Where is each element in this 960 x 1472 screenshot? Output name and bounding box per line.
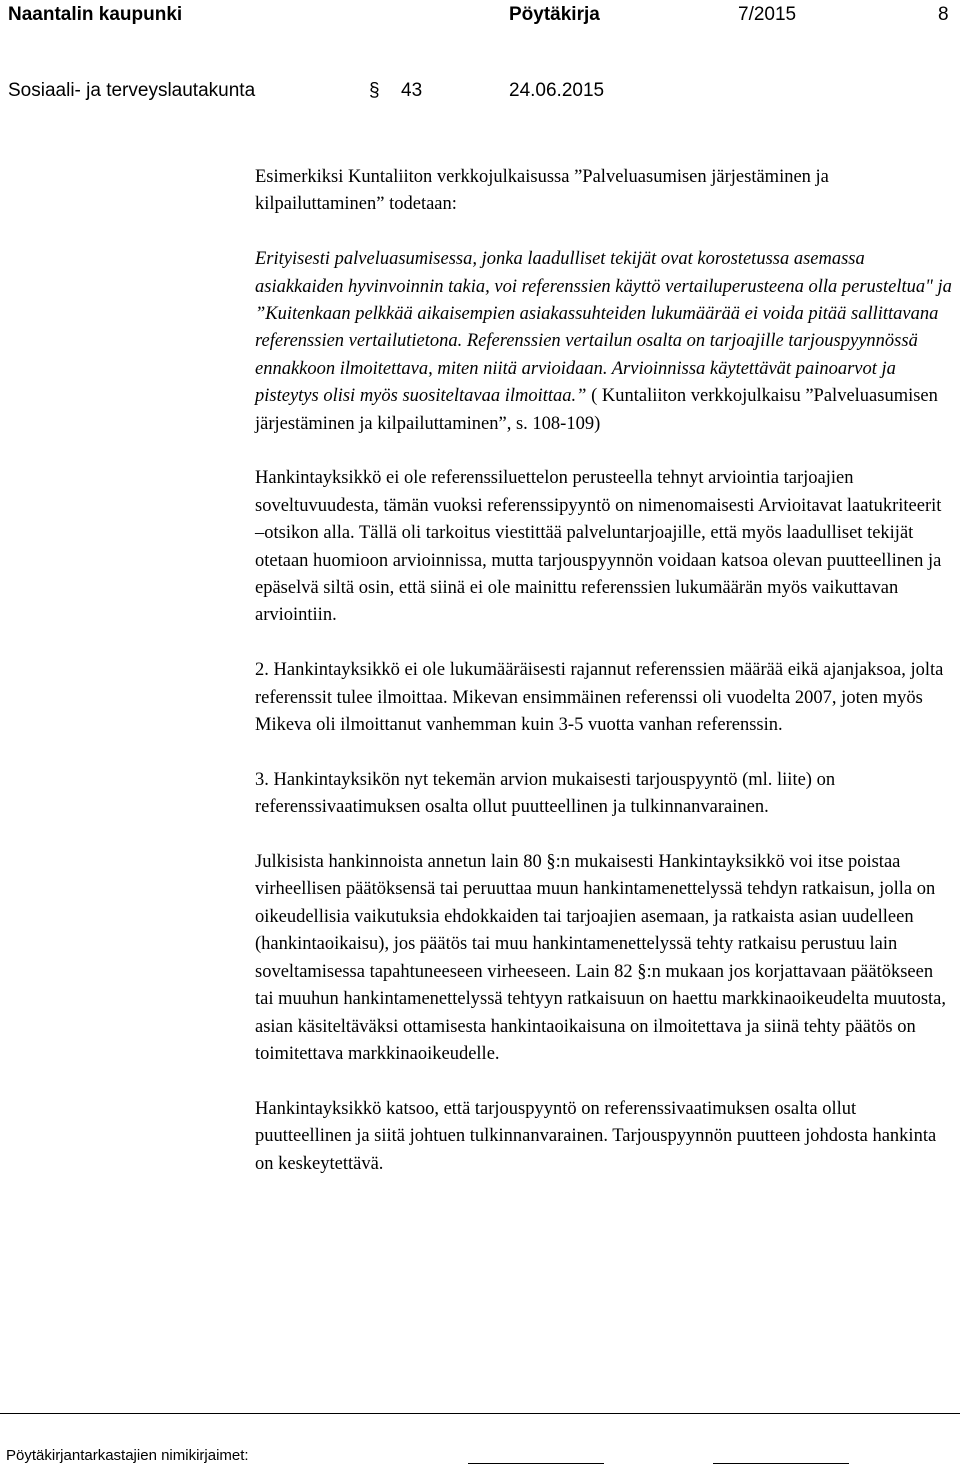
meeting-date: 24.06.2015 xyxy=(509,80,605,101)
footer-signature-label: Pöytäkirjantarkastajien nimikirjaimet: xyxy=(6,1447,249,1464)
paragraph-quote xyxy=(255,246,955,438)
signature-line-2 xyxy=(713,1463,849,1464)
footer-separator xyxy=(0,1413,960,1414)
paragraph-law: Julkisista hankinnoista annetun lain 80 §:n mukaisesti Hankintayksikkö voi itse poistaa virheellisen päätöksensä tai peruuttaa muun hankintamenettelyssä tehdyn ratkaisun, jolla on oikeudellisia vaikutuksia ehdokkaiden tai tarjoajien asemaan, ja ratkaista asian uudelleen (hankintaoikaisu), jos päätös tai muu hankintamenettelyssä tehty ratkaisu perustuu lain soveltamisessa tapahtuneeseen virheeseen. Lain 82 §:n mukaan jos korjattavaan päätökseen tai muuhun hankintamenettelyssä tehtyyn ratkaisuun on haettu markkinaoikeudelta muutosta, asian käsiteltäväksi ottamisesta hankintaoikaisuna on ilmoitettava ja siinä tehty päätös on toimitettava markkinaoikeudelle. xyxy=(255,852,947,1064)
municipality-name: Naantalin kaupunki xyxy=(8,4,183,25)
section-number: 43 xyxy=(401,80,423,101)
section-sign: § xyxy=(369,80,380,101)
quote-text: Erityisesti palveluasumisessa, jonka laadulliset tekijät ovat korostetussa asemassa asiakkaiden hyvinvoinnin takia, voi referenssien käyttö vertailuperusteena olla perusteltua" ja ”Kuitenkaan pelkkää aikaisempien asiakassuhteiden lukumäärää ei voida pitää sallittavana referenssien vertailutietona. Referenssien vertailun osalta on tarjoajille tarjouspyynnössä ennakkoon ilmoitettava, miten niitä arvioidaan. Arvioinnissa käytettävät painoarvot ja pisteytys olisi myös suositeltavaa ilmoittaa.” xyxy=(255,249,952,407)
paragraph-point-2: 2. Hankintayksikkö ei ole lukumääräisesti rajannut referenssien määrää eikä ajanjaksoa, jolta referenssit tulee ilmoittaa. Mikevan ensimmäinen referenssi oli vuodelta 2007, joten myös Mikeva oli ilmoittanut vanhemman kuin 3-5 vuotta vanhan referenssin. xyxy=(255,660,944,736)
page-number: 8 xyxy=(938,4,949,25)
document-body xyxy=(255,164,955,1205)
paragraph-point-3: 3. Hankintayksikön nyt tekemän arvion mukaisesti tarjouspyyntö (ml. liite) on referenssivaatimuksen osalta ollut puutteellinen ja tulkinnanvarainen. xyxy=(255,769,836,818)
committee-name: Sosiaali- ja terveyslautakunta xyxy=(8,80,256,101)
paragraph-decision: Hankintayksikkö katsoo, että tarjouspyyntö on referenssivaatimuksen osalta ollut puutteellinen ja siitä johtuen tulkinnanvarainen. Tarjouspyynnön puutteen johdosta hankinta on keskeytettävä. xyxy=(255,1098,937,1174)
signature-line-1 xyxy=(468,1463,604,1464)
quote-source: ( Kuntaliiton verkkojulkaisu ”Palveluasumisen järjestäminen ja kilpailuttaminen”, s. 108-109) xyxy=(255,386,938,434)
paragraph-intro: Esimerkiksi Kuntaliiton verkkojulkaisussa ”Palveluasumisen järjestäminen ja kilpailuttaminen” todetaan: xyxy=(255,167,829,215)
paragraph-assessment: Hankintayksikkö ei ole referenssiluettelon perusteella tehnyt arviointia tarjoajien soveltuvuudesta, tämän vuoksi referenssipyyntö on nimenomaisesti Arvioitavat laatukriteerit –otsikon alla. Tällä oli tarkoitus viestittää palveluntarjoajille, että myös laadulliset tekijät otetaan huomioon arvioinnissa, mutta tarjouspyynnön voidaan katsoa olevan puutteellinen ja epäselvä siltä osin, että siinä ei ole mainittu referenssien lukumäärän myös vaikuttavan arviointiin. xyxy=(255,468,942,626)
issue-number: 7/2015 xyxy=(738,4,797,25)
document-type: Pöytäkirja xyxy=(509,4,600,25)
